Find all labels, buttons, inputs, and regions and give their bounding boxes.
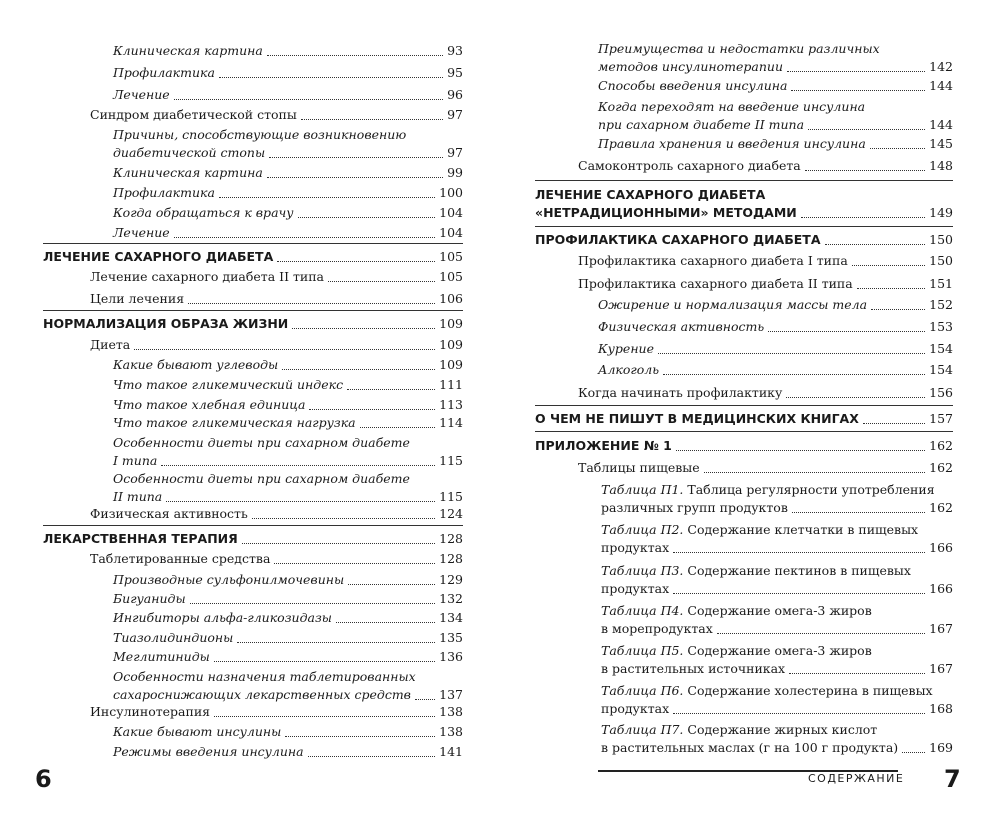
toc-entry[interactable]: Инсулинотерапия 138 <box>90 704 463 719</box>
toc-entry[interactable]: Клиническая картина 93 <box>113 43 463 58</box>
page-number: 7 <box>944 765 961 793</box>
toc-entry[interactable]: Таблица П5. Содержание омега-3 жиров в растительных источниках 167 <box>601 643 953 676</box>
separator <box>535 405 953 406</box>
toc-entry[interactable]: Тиазолидиндионы 135 <box>113 630 463 645</box>
toc-entry[interactable]: Причины, способствующие возникновению диабетической стопы 97 <box>113 127 463 160</box>
toc-section[interactable]: ПРОФИЛАКТИКА САХАРНОГО ДИАБЕТА 150 <box>535 232 953 247</box>
toc-section[interactable]: ЛЕКАРСТВЕННАЯ ТЕРАПИЯ 128 <box>43 531 463 546</box>
toc-entry[interactable]: Таблетированные средства 128 <box>90 551 463 566</box>
page-number: 6 <box>35 765 52 793</box>
toc-entry[interactable]: Правила хранения и введения инсулина 145 <box>598 136 953 151</box>
toc-entry[interactable]: Профилактика сахарного диабета II типа 151 <box>578 276 953 291</box>
toc-entry[interactable]: Когда обращаться к врачу 104 <box>113 205 463 220</box>
toc-entry[interactable]: Лечение 104 <box>113 225 463 240</box>
toc-entry[interactable]: Синдром диабетической стопы 97 <box>90 107 463 122</box>
toc-entry[interactable]: Лечение сахарного диабета II типа 105 <box>90 269 463 284</box>
toc-section[interactable]: ПРИЛОЖЕНИЕ № 1 162 <box>535 438 953 453</box>
toc-entry[interactable]: Когда переходят на введение инсулина при сахарном диабете II типа 144 <box>598 99 953 132</box>
toc-entry[interactable]: Физическая активность 153 <box>598 319 953 334</box>
separator <box>43 243 463 244</box>
toc-entry[interactable]: Какие бывают инсулины 138 <box>113 724 463 739</box>
toc-entry[interactable]: Что такое гликемическая нагрузка 114 <box>113 415 463 430</box>
toc-entry[interactable]: Способы введения инсулина 144 <box>598 78 953 93</box>
toc-entry[interactable]: Таблица П2. Содержание клетчатки в пищевых продуктах 166 <box>601 522 953 555</box>
toc-entry[interactable]: Физическая активность 124 <box>90 506 463 521</box>
separator <box>535 431 953 432</box>
toc-entry[interactable]: Таблица П1. Таблица регулярности употребления различных групп продуктов 162 <box>601 482 953 515</box>
toc-entry[interactable]: Профилактика сахарного диабета I типа 150 <box>578 253 953 268</box>
toc-entry[interactable]: Режимы введения инсулина 141 <box>113 744 463 759</box>
right-page <box>505 0 1000 828</box>
toc-entry[interactable]: Таблица П4. Содержание омега-3 жиров в морепродуктах 167 <box>601 603 953 636</box>
toc-entry[interactable]: Курение 154 <box>598 341 953 356</box>
toc-entry[interactable]: Что такое хлебная единица 113 <box>113 397 463 412</box>
running-head: СОДЕРЖАНИЕ <box>808 772 905 785</box>
toc-section[interactable]: ЛЕЧЕНИЕ САХАРНОГО ДИАБЕТА 105 <box>43 249 463 264</box>
toc-entry[interactable]: Ожирение и нормализация массы тела 152 <box>598 297 953 312</box>
toc-entry[interactable]: Таблица П3. Содержание пектинов в пищевых продуктах 166 <box>601 563 953 596</box>
toc-entry[interactable]: Какие бывают углеводы 109 <box>113 357 463 372</box>
toc-entry[interactable]: Лечение 96 <box>113 87 463 102</box>
toc-entry[interactable]: Особенности диеты при сахарном диабете II типа 115 <box>113 471 463 504</box>
toc-entry[interactable]: Цели лечения 106 <box>90 291 463 306</box>
separator <box>535 226 953 227</box>
toc-entry[interactable]: Клиническая картина 99 <box>113 165 463 180</box>
toc-entry[interactable]: Таблицы пищевые 162 <box>578 460 953 475</box>
toc-entry[interactable]: Что такое гликемический индекс 111 <box>113 377 463 392</box>
toc-entry[interactable]: Когда начинать профилактику 156 <box>578 385 953 400</box>
toc-entry[interactable]: Особенности диеты при сахарном диабете I типа 115 <box>113 435 463 468</box>
toc-entry[interactable]: Таблица П7. Содержание жирных кислот в растительных маслах (г на 100 г продукта) 169 <box>601 722 953 755</box>
toc-entry[interactable]: Производные сульфонилмочевины 129 <box>113 572 463 587</box>
left-page <box>0 0 490 828</box>
toc-entry[interactable]: Алкоголь 154 <box>598 362 953 377</box>
toc-entry[interactable]: Бигуаниды 132 <box>113 591 463 606</box>
toc-entry[interactable]: Диета 109 <box>90 337 463 352</box>
toc-entry[interactable]: Меглитиниды 136 <box>113 649 463 664</box>
toc-entry[interactable]: Таблица П6. Содержание холестерина в пищевых продуктах 168 <box>601 683 953 716</box>
separator <box>535 180 953 181</box>
toc-section[interactable]: ЛЕЧЕНИЕ САХАРНОГО ДИАБЕТА «НЕТРАДИЦИОННЫМИ» МЕТОДАМИ 149 <box>535 187 953 220</box>
toc-entry[interactable]: Самоконтроль сахарного диабета 148 <box>578 158 953 173</box>
toc-entry[interactable]: Особенности назначения таблетированных сахароснижающих лекарственных средств 137 <box>113 669 463 702</box>
toc-section[interactable]: О ЧЕМ НЕ ПИШУТ В МЕДИЦИНСКИХ КНИГАХ 157 <box>535 411 953 426</box>
toc-entry[interactable]: Преимущества и недостатки различных методов инсулинотерапии 142 <box>598 41 953 74</box>
separator <box>43 310 463 311</box>
toc-entry[interactable]: Профилактика 100 <box>113 185 463 200</box>
separator <box>43 525 463 526</box>
toc-entry[interactable]: Ингибиторы альфа-гликозидазы 134 <box>113 610 463 625</box>
toc-section[interactable]: НОРМАЛИЗАЦИЯ ОБРАЗА ЖИЗНИ 109 <box>43 316 463 331</box>
toc-entry[interactable]: Профилактика 95 <box>113 65 463 80</box>
